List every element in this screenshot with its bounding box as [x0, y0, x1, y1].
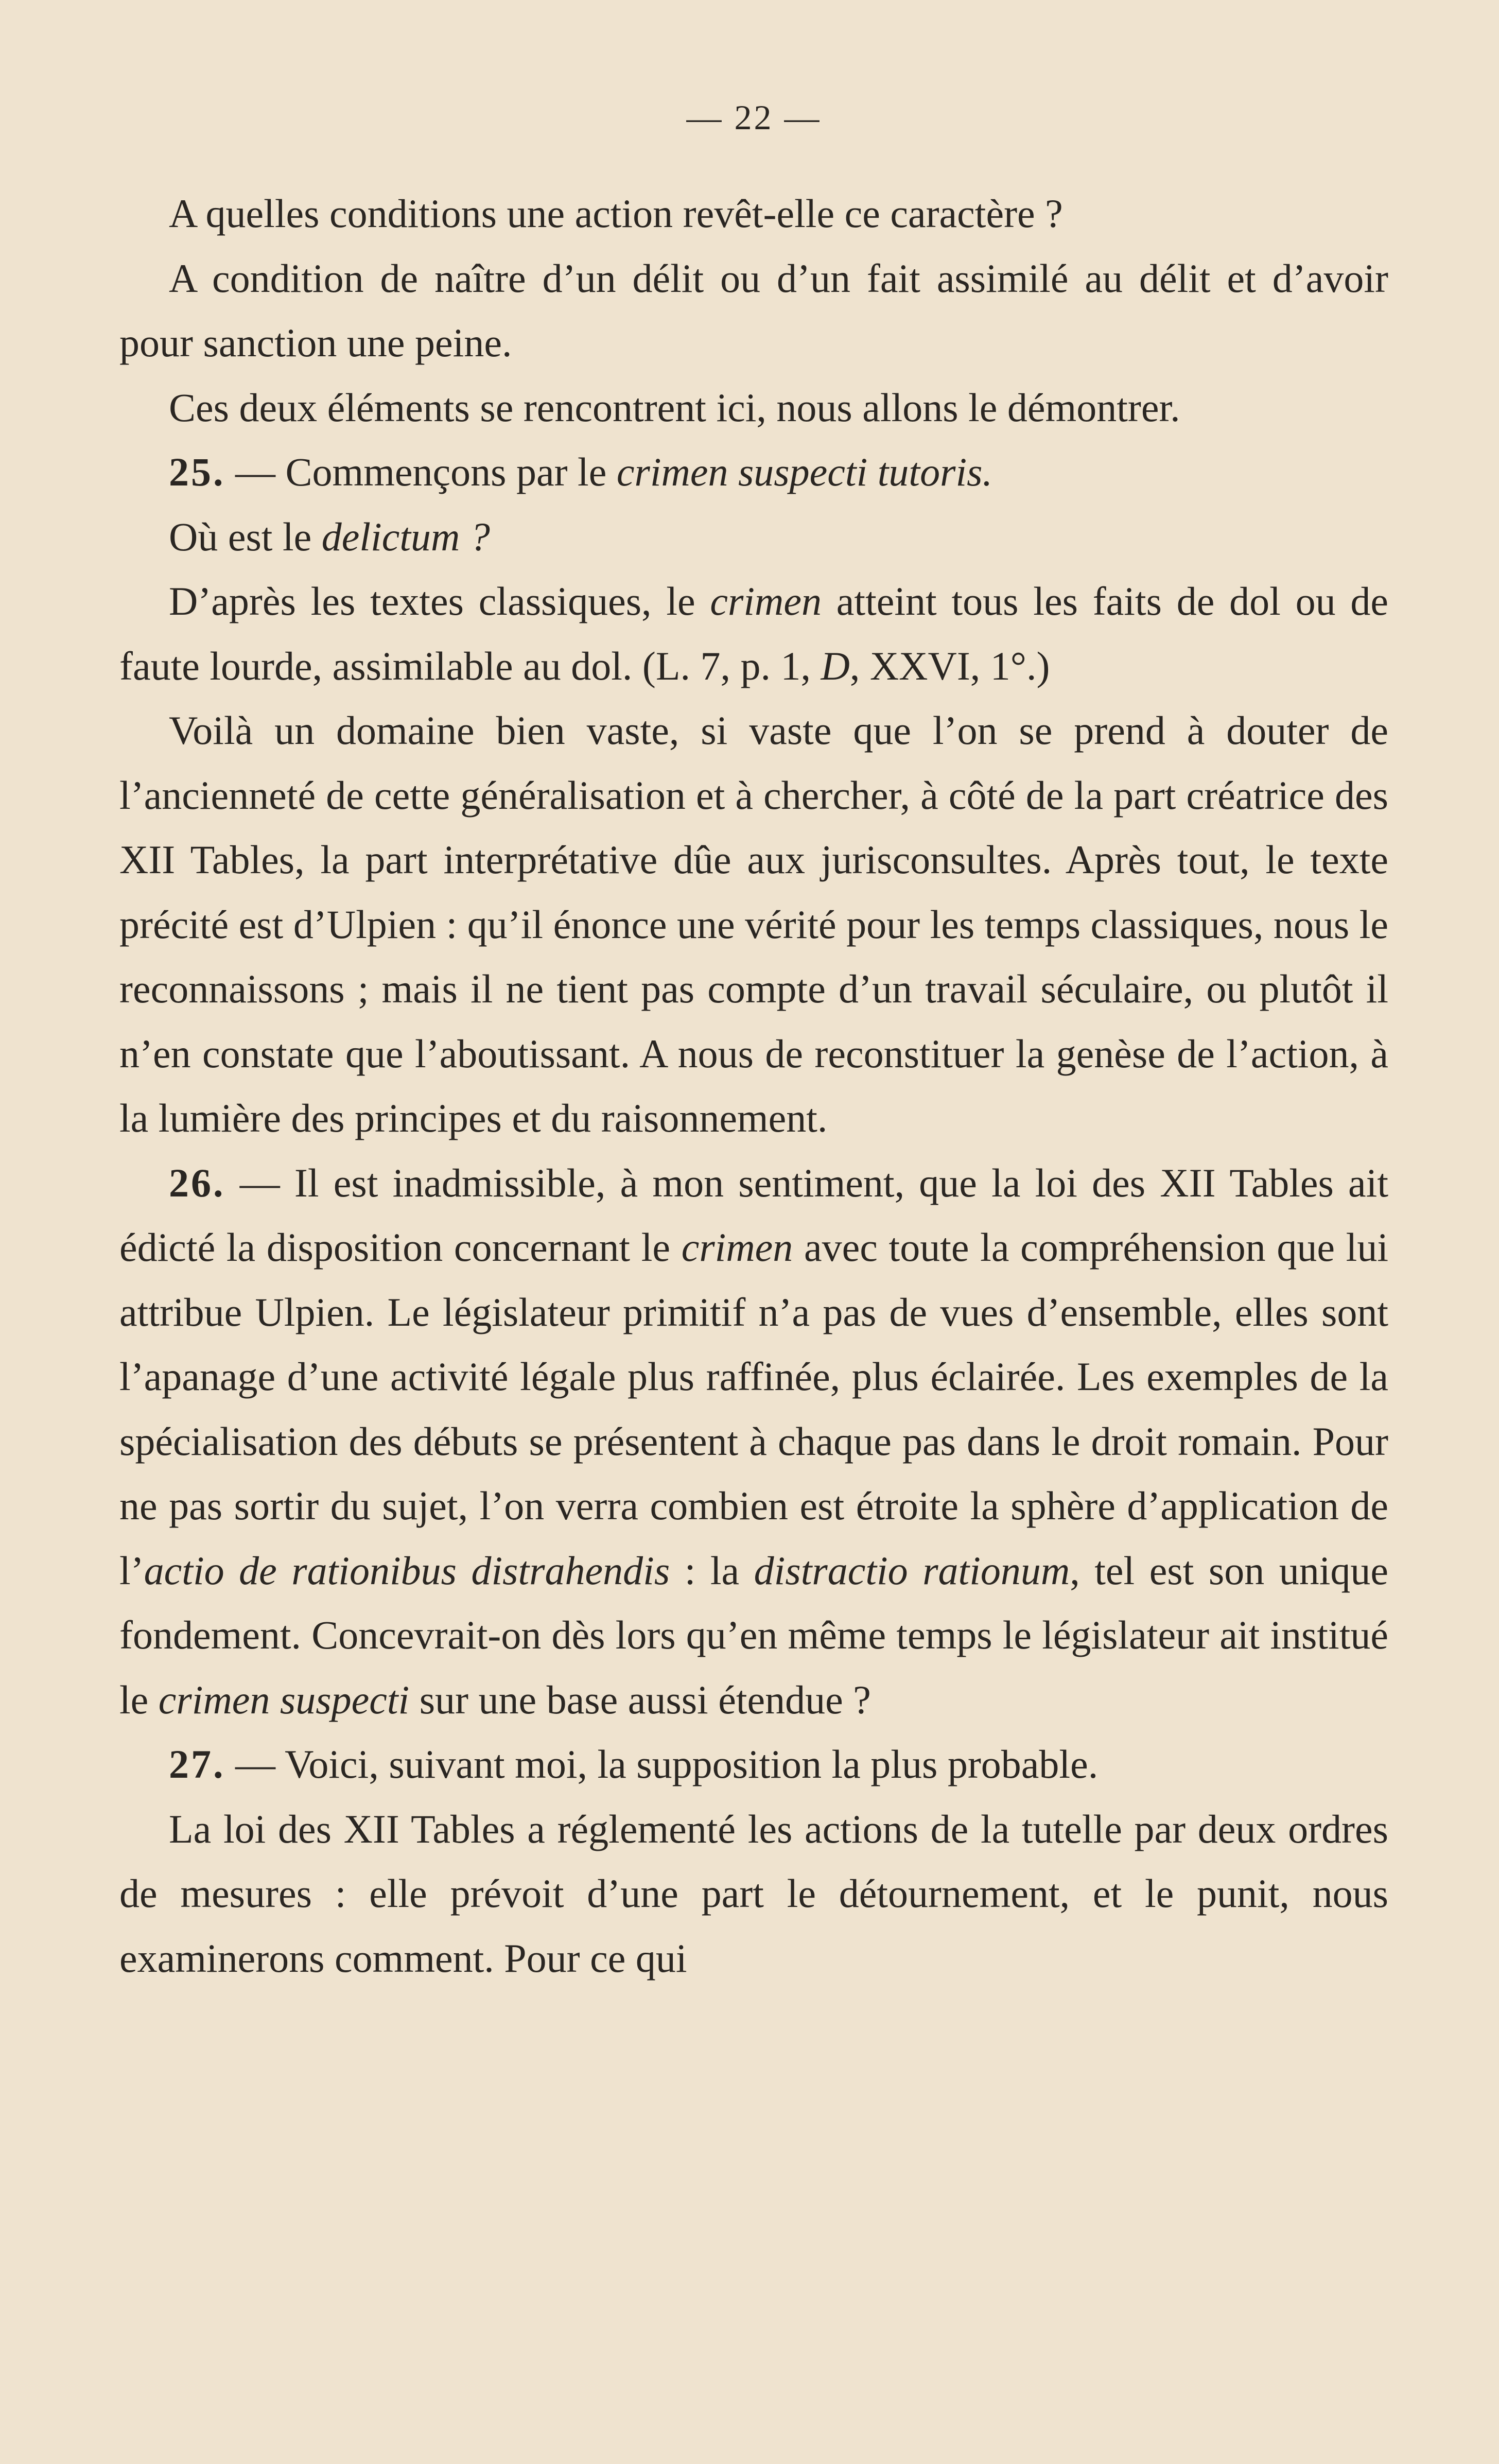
text-run: D’après les textes classiques, le: [169, 579, 710, 623]
text-run: Où est le: [169, 514, 322, 559]
paragraph-9: [119, 1732, 1388, 1797]
paragraph-6: [119, 569, 1388, 698]
italic-term: D: [821, 643, 850, 688]
text-run: — Il est inadmissible, à mon sentiment, que la loi des XII Tables ait édicté la disposition concernant le: [119, 1160, 1388, 1270]
text-run: Ces deux éléments se rencontrent ici, nous allons le démontrer.: [169, 385, 1180, 430]
italic-term: crimen: [681, 1225, 793, 1270]
text-run: sur une base aussi étendue ?: [409, 1677, 871, 1722]
paragraph-1: [119, 181, 1388, 246]
text-run: Voilà un domaine bien vaste, si vaste que l’on se prend à douter de l’ancienneté de cette généralisation et à chercher, à côté de la part créatrice des XII Tables, la part interprétative dûe aux jurisconsultes. Après tout, le texte précité est d’Ulpien : qu’il énonce une vérité pour les temps classiques, nous le reconnaissons ; mais il ne tient pas compte d’un travail séculaire, ou plutôt il n’en constate que l’aboutissant. A nous de reconstituer la genèse de l’action, à la lumière des principes et du raisonnement.: [119, 708, 1388, 1140]
paragraph-5: [119, 505, 1388, 569]
paragraph-7: [119, 698, 1388, 1151]
section-number: 25.: [169, 449, 225, 494]
paragraph-4: [119, 440, 1388, 505]
text-run: atteint tous les faits de dol ou de faute lourde, assimilable au dol. (L. 7, p. 1,: [119, 579, 1388, 688]
paragraph-10: [119, 1797, 1388, 1991]
text-run: A condition de naître d’un délit ou d’un fait assimilé au délit et d’avoir pour sanction une peine.: [119, 255, 1388, 365]
italic-term: actio de rationibus distrahendis: [144, 1548, 670, 1593]
section-number: 26.: [169, 1160, 225, 1205]
italic-term: crimen: [710, 579, 822, 623]
italic-term: delictum ?: [321, 514, 490, 559]
italic-term: crimen suspecti: [158, 1677, 410, 1722]
text-run: , tel est son unique fondement. Concevrait-on dès lors qu’en même temps le législateur ait institué le: [119, 1548, 1388, 1722]
paragraph-2: [119, 246, 1388, 375]
text-run: : la: [670, 1548, 754, 1593]
section-number: 27.: [169, 1742, 225, 1786]
text-run: — Voici, suivant moi, la supposition la plus probable.: [225, 1742, 1099, 1786]
text-run: La loi des XII Tables a réglementé les actions de la tutelle par deux ordres de mesures : elle prévoit d’une part le détournement, et le punit, nous examinerons comment. Pour ce qui: [119, 1806, 1388, 1981]
text-run: , XXVI, 1°.): [849, 643, 1050, 688]
page-number: — 22 —: [686, 98, 822, 137]
italic-term: crimen suspecti tutoris.: [616, 449, 992, 494]
paragraph-3: [119, 375, 1388, 440]
text-run: A quelles conditions une action revêt-elle ce caractère ?: [169, 191, 1063, 236]
text-body: [119, 181, 1388, 1990]
text-run: avec toute la compréhension que lui attribue Ulpien. Le législateur primitif n’a pas de vues d’ensemble, elles sont l’apanage d’une activité légale plus raffinée, plus éclairée. Les exemples de la spécialisation des débuts se présentent à chaque pas dans le droit romain. Pour ne pas sortir du sujet, l’on verra combien est étroite la sphère d’application de l’: [119, 1225, 1388, 1593]
text-run: — Commençons par le: [225, 449, 617, 494]
italic-term: distractio rationum: [754, 1548, 1070, 1593]
paragraph-8: [119, 1151, 1388, 1732]
